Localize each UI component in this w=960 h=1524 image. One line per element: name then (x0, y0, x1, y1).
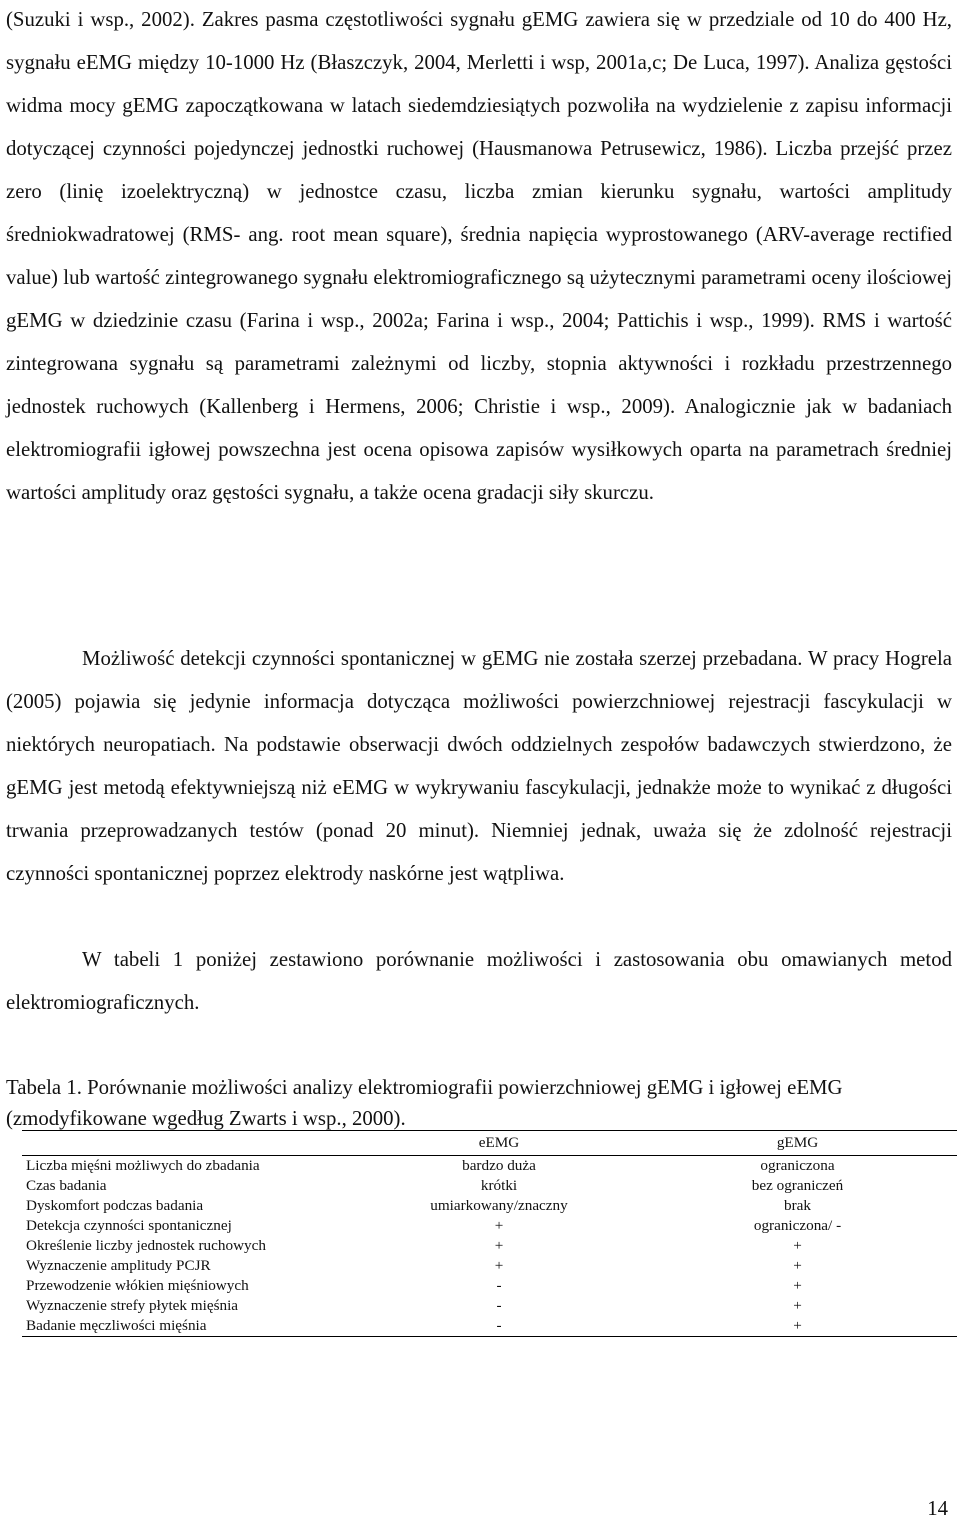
table-cell: Określenie liczby jednostek ruchowych (26, 1237, 266, 1254)
table-row (22, 1236, 957, 1256)
table-cell: + (494, 1217, 504, 1234)
table-cell: + (793, 1237, 802, 1254)
table-header-cell: gEMG (638, 1131, 957, 1156)
table-cell: Dyskomfort podczas badania (26, 1197, 204, 1214)
table-cell: ograniczona/ - (753, 1217, 842, 1234)
table-cell: Przewodzenie włókien mięśniowych (26, 1277, 249, 1294)
table-cell: Liczba mięśni możliwych do zbadania (26, 1157, 260, 1174)
table-cell: Badanie męczliwości mięśnia (22, 1316, 360, 1337)
comparison-table (22, 1130, 957, 1337)
body-paragraph: W tabeli 1 poniżej zestawiono porównanie możliwości i zastosowania obu omawianych metod elektromiograficznych. (6, 948, 952, 1014)
table-cell: + (793, 1257, 802, 1274)
table-cell: brak (784, 1197, 811, 1214)
table-cell: ograniczona (760, 1157, 835, 1174)
table-cell: - (360, 1316, 638, 1337)
table-row (22, 1296, 957, 1316)
table-header-row (22, 1131, 957, 1156)
table-cell: Detekcja czynności spontanicznej (26, 1217, 232, 1234)
table-cell: + (638, 1316, 957, 1337)
table-cell: bardzo duża (462, 1157, 536, 1174)
table-row (22, 1216, 957, 1236)
table-cell: + (793, 1297, 802, 1314)
table-cell: - (496, 1297, 502, 1314)
table-cell: + (494, 1237, 504, 1254)
table-row (22, 1196, 957, 1216)
table-cell: Wyznaczenie strefy płytek mięśnia (26, 1297, 239, 1314)
page-number: 14 (927, 1497, 948, 1520)
table-cell: + (494, 1257, 504, 1274)
table-row (22, 1276, 957, 1296)
table-row (22, 1316, 957, 1337)
table-row (22, 1176, 957, 1196)
table-row (22, 1156, 957, 1177)
table-cell: - (496, 1277, 502, 1294)
table-cell: bez ograniczeń (751, 1177, 844, 1194)
table-caption: Tabela 1. Porównanie możliwości analizy elektromiografii powierzchniowej gEMG i igłowej eEMG (zmodyfikowane wgedług Zwarts i wsp., 2000). (6, 1076, 843, 1130)
table-cell: + (793, 1277, 802, 1294)
table-cell: krótki (480, 1177, 518, 1194)
table-row (22, 1256, 957, 1276)
table-cell: Wyznaczenie amplitudy PCJR (26, 1257, 211, 1274)
table-cell: umiarkowany/znaczny (430, 1197, 568, 1214)
table-cell: Czas badania (26, 1177, 107, 1194)
table-header-cell: eEMG (360, 1131, 638, 1156)
body-paragraph: Możliwość detekcji czynności spontanicznej w gEMG nie została szerzej przebadana. W pracy Hogrela (2005) pojawia się jedynie informacja dotycząca możliwości powierzchniowej rejestracji fascykulacji w niektórych neuropatiach. Na podstawie obserwacji dwóch oddzielnych zespołów badawczych stwierdzono, że gEMG jest metodą efektywniejszą niż eEMG w wykrywaniu fascykulacji, jednakże może to wynikać z długości trwania przeprowadzanych testów (ponad 20 minut). Niemniej jednak, uważa się że zdolność rejestracji czynności spontanicznej poprzez elektrody naskórne jest wątpliwa. (6, 647, 952, 885)
body-paragraph: (Suzuki i wsp., 2002). Zakres pasma częstotliwości sygnału gEMG zawiera się w przedziale od 10 do 400 Hz, sygnału eEMG między 10-1000 Hz (Błaszczyk, 2004, Merletti i wsp, 2001a,c; De Luca, 1997). Analiza gęstości widma mocy gEMG zapoczątkowana w latach siedemdziesiątych pozwoliła na wydzielenie z zapisu informacji dotyczącej czynności pojedynczej jednostki ruchowej (Hausmanowa Petrusewicz, 1986). Liczba przejść przez zero (linię izoelektryczną) w jednostce czasu, liczba zmian kierunku sygnału, wartości amplitudy średniokwadratowej (RMS- ang. root mean square), średnia napięcia wyprostowanego (ARV-average rectified value) lub wartość zintegrowanego sygnału elektromiograficznego są użytecznymi parametrami oceny ilościowej gEMG w dziedzinie czasu (Farina i wsp., 2002a; Farina i wsp., 2004; Pattichis i wsp., 1999). RMS i wartość zintegrowana sygnału są parametrami zależnymi od liczby, stopnia aktywności i rozkładu przestrzennego jednostek ruchowych (Kallenberg i Hermens, 2006; Christie i wsp., 2009). Analogicznie jak w badaniach elektromiografii igłowej powszechna jest ocena opisowa zapisów wysiłkowych oparta na parametrach średniej wartości amplitudy oraz gęstości sygnału, a także ocena gradacji siły skurczu. (6, 8, 952, 504)
table-header-cell (22, 1131, 360, 1156)
